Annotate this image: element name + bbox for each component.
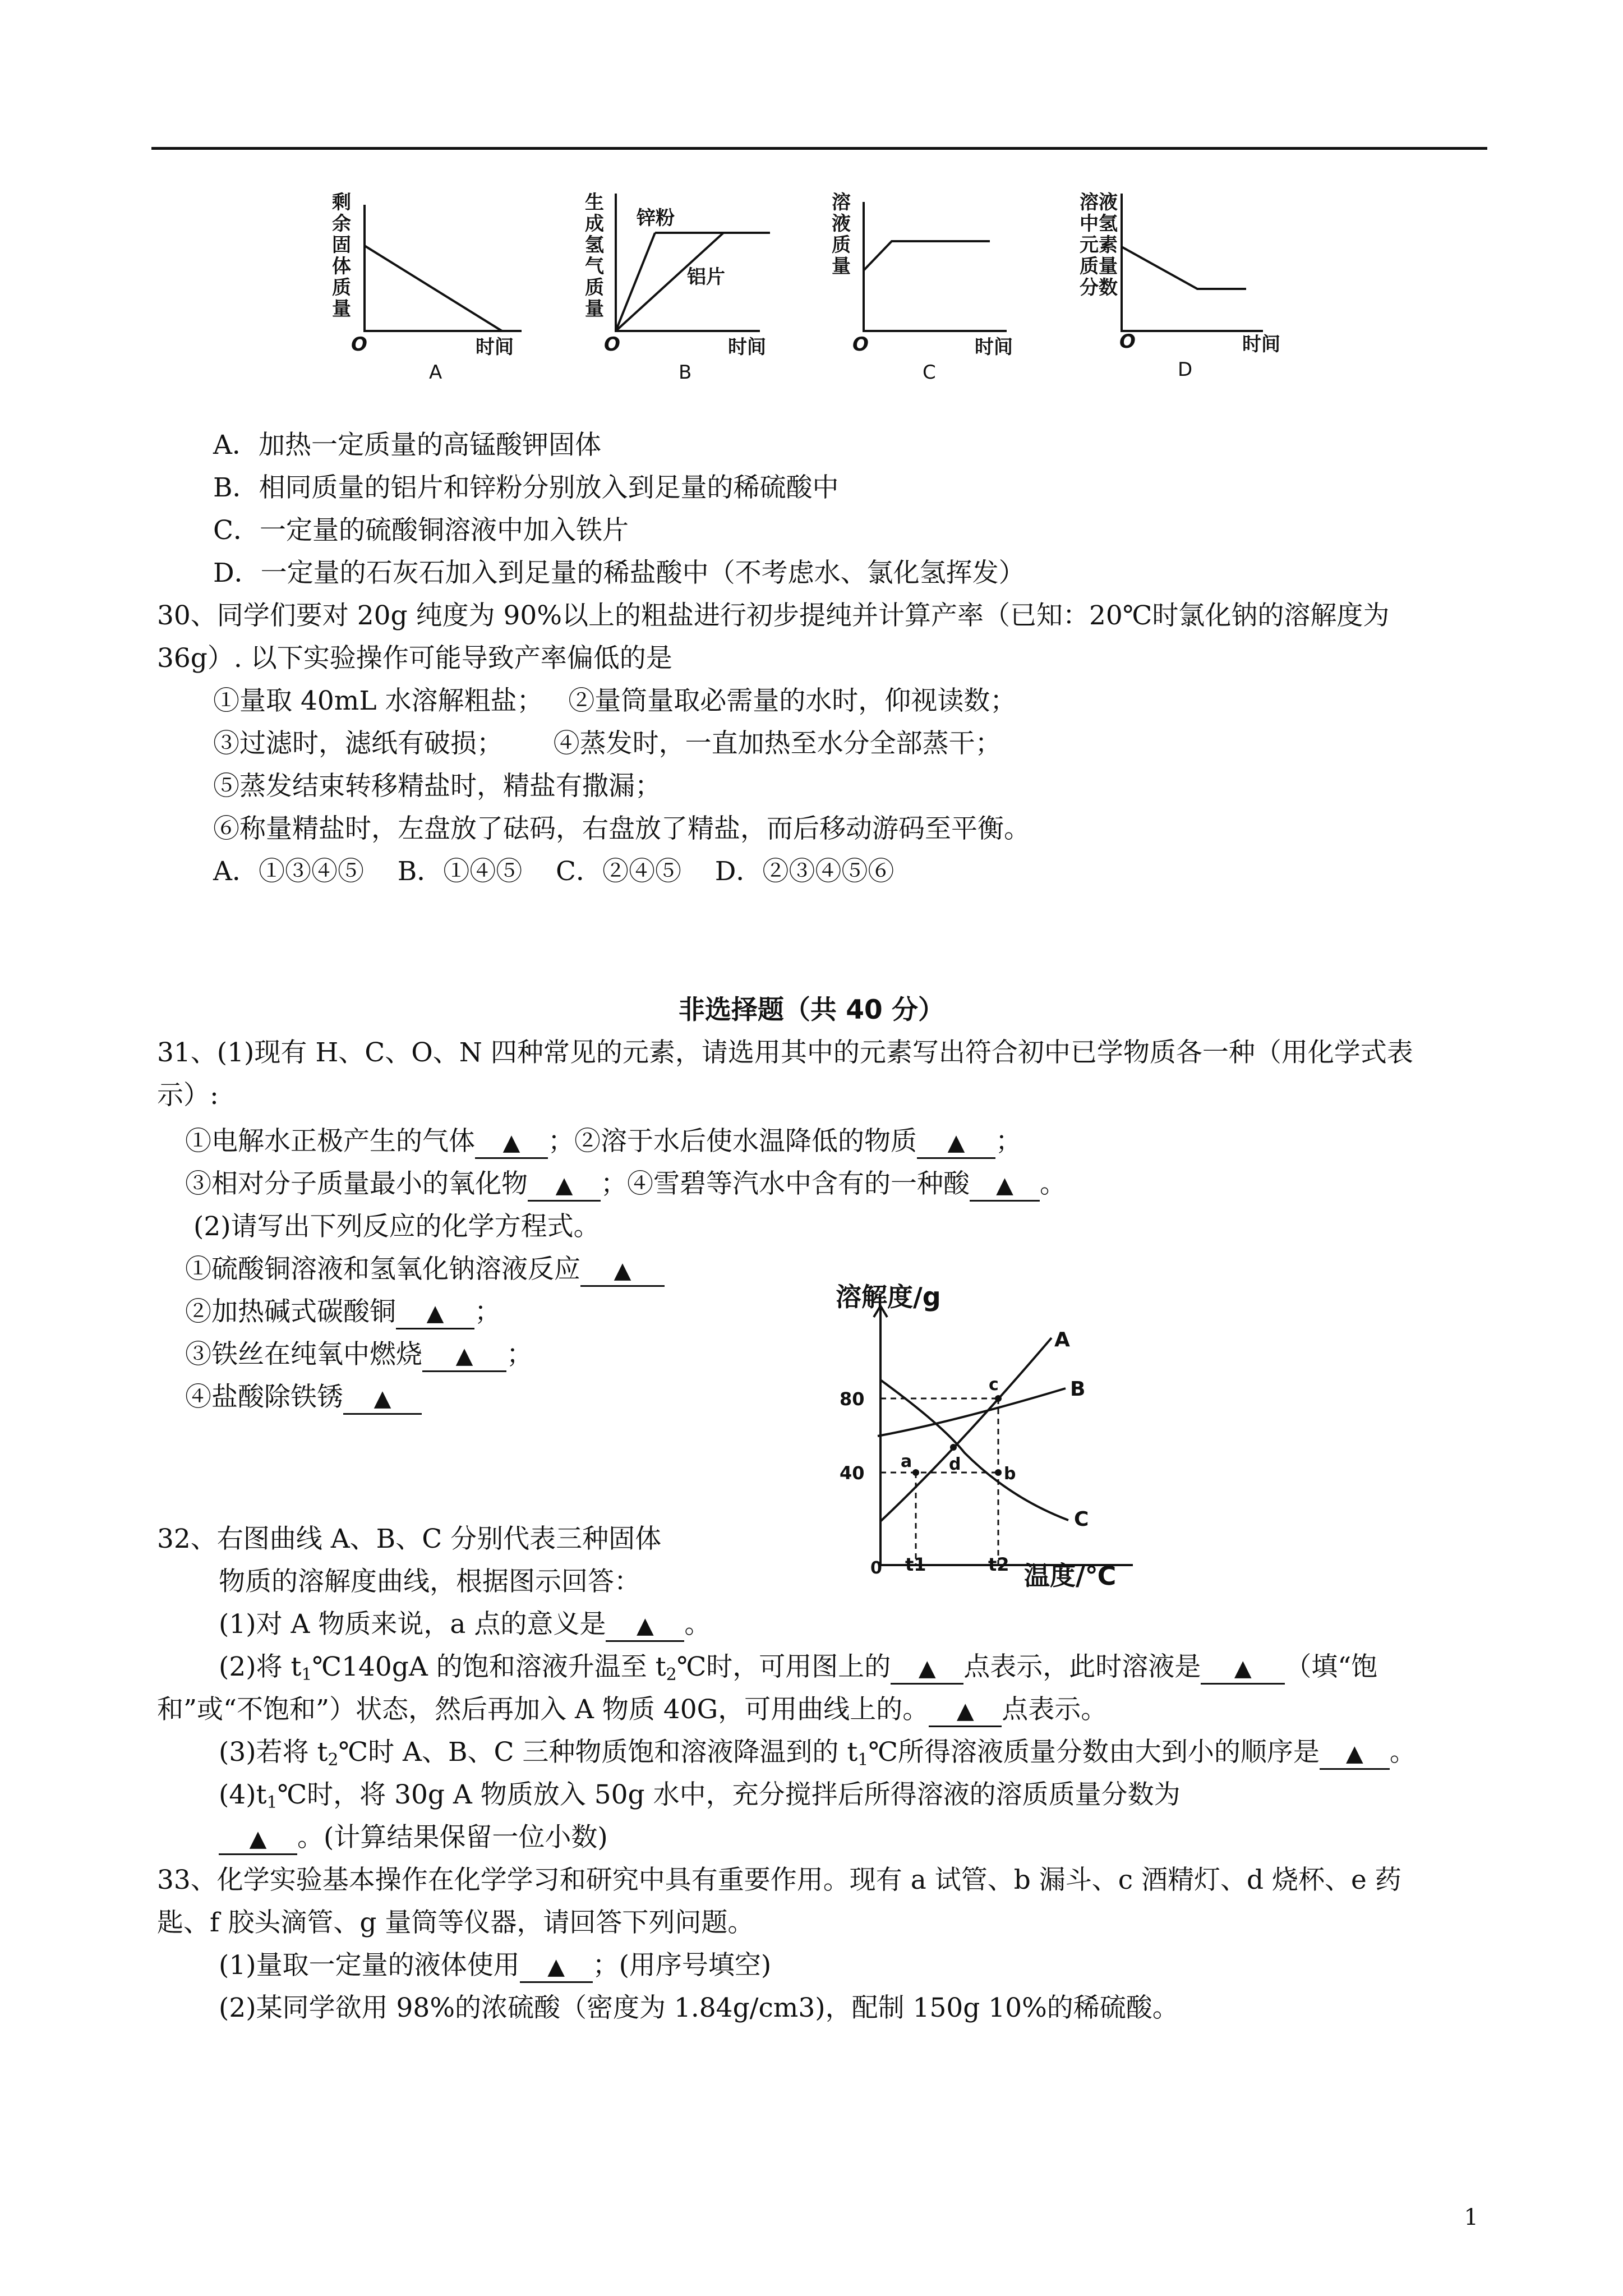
graph-a-ylabel-0: 剩 bbox=[332, 191, 351, 214]
q32-p2g: 点表示。 bbox=[1002, 1694, 1108, 1725]
graph-b-labels bbox=[585, 191, 766, 384]
q31-e1-text: ①硫酸铜溶液和氢氧化钠溶液反应 bbox=[185, 1254, 580, 1285]
sol-origin: 0 bbox=[870, 1558, 882, 1578]
graph-c-xlabel: 时间 bbox=[975, 336, 1013, 358]
q30-stem-line1: 30、同学们要对 20g 纯度为 90%以上的粗盐进行初步提纯并计算产率（已知：20℃时氯化钠的溶解度为 bbox=[157, 600, 1390, 631]
sol-curve-c bbox=[880, 1380, 1068, 1520]
q32-p2c: ℃时，可用图上的 bbox=[676, 1651, 891, 1682]
q33-part1 bbox=[219, 1949, 771, 1983]
graph-d-ylabel-3: 质量 bbox=[1080, 255, 1118, 278]
graph-d-labels bbox=[1080, 191, 1280, 381]
q29-option-c: C．一定量的硫酸铜溶液中加入铁片 bbox=[213, 515, 629, 546]
q30-choices: A．①③④⑤ B．①④⑤ C．②④⑤ D．②③④⑤⑥ bbox=[213, 856, 895, 887]
q32-blank-2-mark: ▲ bbox=[918, 1655, 936, 1681]
q30-ops-4: ⑥称量精盐时，左盘放了砝码，右盘放了精盐，而后移动游码至平衡。 bbox=[213, 813, 1030, 844]
sol-point-c bbox=[995, 1395, 1002, 1402]
graph-d-ylabel-1: 中氢 bbox=[1080, 213, 1118, 235]
q32-stem-line2: 物质的溶解度曲线，根据图示回答： bbox=[219, 1566, 640, 1597]
q31-blank-8-mark: ▲ bbox=[374, 1386, 391, 1411]
graph-b-annot-al: 铝片 bbox=[687, 266, 725, 288]
q31-line-a bbox=[185, 1125, 1022, 1159]
sol-point-b bbox=[995, 1469, 1002, 1476]
q33-p1b: ；(用序号填空) bbox=[592, 1950, 772, 1981]
q32-p2e: （填“饱 bbox=[1285, 1651, 1378, 1682]
q31-a2-text: ；②溶于水后使水温降低的物质 bbox=[548, 1126, 917, 1157]
q31-a2-end: ； bbox=[995, 1126, 1022, 1157]
sol-ylabel: 溶解度/g bbox=[836, 1282, 941, 1312]
q32-p4-sub1: 1 bbox=[266, 1793, 278, 1812]
q32-p2f: 和”或“不饱和”）状态，然后再加入 A 物质 40G，可用曲线上的。 bbox=[157, 1694, 929, 1725]
sol-xlabel: 温度/℃ bbox=[1024, 1561, 1117, 1591]
q29-option-a: A．加热一定质量的高锰酸钾固体 bbox=[213, 430, 601, 461]
graph-c-origin: O bbox=[852, 333, 869, 356]
q31-e4-text: ④盐酸除铁锈 bbox=[185, 1382, 343, 1412]
graph-c-ylabel-1: 液 bbox=[832, 213, 851, 235]
graph-a-xlabel: 时间 bbox=[476, 336, 514, 358]
q31-a4-end: 。 bbox=[1040, 1168, 1066, 1199]
q31-e2-text: ②加热碱式碳酸铜 bbox=[185, 1296, 396, 1327]
q31-blank-6-mark: ▲ bbox=[426, 1300, 444, 1326]
q32-p2d: 点表示，此时溶液是 bbox=[963, 1651, 1201, 1682]
graph-a-origin: O bbox=[351, 333, 367, 356]
q32-p3-sub1: 1 bbox=[857, 1750, 869, 1770]
sol-point-label-b: b bbox=[1004, 1464, 1016, 1484]
q29-option-b: B．相同质量的铝片和锌粉分别放入到足量的稀硫酸中 bbox=[213, 472, 839, 503]
q32-blank-6-mark: ▲ bbox=[249, 1826, 267, 1852]
graph-d-label: D bbox=[1178, 358, 1193, 381]
graph-b-xlabel: 时间 bbox=[728, 336, 766, 358]
q32-p2b: ℃140gA 的饱和溶液升温至 t bbox=[312, 1651, 666, 1682]
graph-c-curve bbox=[864, 241, 990, 270]
q33-stem-line1: 33、化学实验基本操作在化学学习和研究中具有重要作用。现有 a 试管、b 漏斗、c 酒精灯、d 烧杯、e 药 bbox=[157, 1865, 1401, 1895]
q31-blank-2[interactable] bbox=[917, 1127, 995, 1159]
q31-stem-line2: 示）: bbox=[157, 1080, 219, 1111]
graph-c-ylabel-0: 溶 bbox=[832, 191, 851, 214]
q32-blank-1[interactable] bbox=[606, 1610, 684, 1642]
sol-curve-label-a: A bbox=[1054, 1328, 1070, 1351]
q30-stem-line2: 36g）. 以下实验操作可能导致产率偏低的是 bbox=[157, 643, 672, 674]
q32-p3c: ℃所得溶液质量分数由大到小的顺序是 bbox=[868, 1737, 1320, 1768]
graph-d-origin: O bbox=[1119, 330, 1136, 353]
q31-line-b bbox=[185, 1167, 1066, 1202]
graph-d-ylabel-0: 溶液 bbox=[1080, 191, 1118, 214]
q32-p3-sub2: 2 bbox=[328, 1750, 339, 1770]
q32-p4a: (4)t bbox=[219, 1779, 267, 1810]
q30-ops-2: ③过滤时，滤纸有破损； ④蒸发时，一直加热至水分全部蒸干； bbox=[213, 728, 1002, 759]
sol-point-label-c: c bbox=[989, 1375, 999, 1395]
graph-d-axes bbox=[1122, 194, 1263, 331]
q33-blank-1-mark: ▲ bbox=[547, 1954, 565, 1980]
graph-b-label: B bbox=[679, 361, 692, 384]
graph-b-annot-zinc: 锌粉 bbox=[637, 207, 675, 229]
q32-part2-line2 bbox=[157, 1693, 1107, 1727]
q32-p3-end: 。 bbox=[1389, 1737, 1416, 1768]
q31-a1-text: ①电解水正极产生的气体 bbox=[185, 1126, 475, 1157]
sol-point-label-d: d bbox=[949, 1455, 961, 1474]
graph-c-ylabel-3: 量 bbox=[832, 255, 851, 278]
q31-blank-3[interactable] bbox=[528, 1170, 601, 1202]
q32-part4-line2 bbox=[219, 1821, 608, 1855]
graph-a-axes bbox=[365, 205, 522, 331]
page-number: 1 bbox=[1464, 2205, 1478, 2230]
header-rule bbox=[151, 147, 1487, 150]
graph-c-labels bbox=[832, 191, 1013, 384]
graph-d-ylabel-2: 元素 bbox=[1080, 234, 1118, 256]
sol-xtick-t2: t2 bbox=[988, 1554, 1009, 1575]
q31-e3-end: ； bbox=[506, 1339, 533, 1370]
graph-d-ylabel-4: 分数 bbox=[1080, 277, 1118, 299]
q32-part1 bbox=[219, 1608, 711, 1642]
q31-blank-3-mark: ▲ bbox=[555, 1172, 573, 1198]
sol-point-a bbox=[912, 1469, 919, 1476]
graph-a-ylabel-2: 固 bbox=[332, 234, 351, 256]
q33-stem-line2: 匙、f 胶头滴管、g 量筒等仪器，请回答下列问题。 bbox=[157, 1907, 754, 1938]
q32-blank-4-mark: ▲ bbox=[956, 1698, 974, 1724]
q32-blank-3-mark: ▲ bbox=[1234, 1655, 1252, 1681]
q33-part2: (2)某同学欲用 98%的浓硫酸（密度为 1.84g/cm3)，配制 150g 10%的稀硫酸。 bbox=[219, 1993, 1179, 2023]
q32-p2a: (2)将 t bbox=[219, 1651, 302, 1682]
q32-blank-5-mark: ▲ bbox=[1346, 1741, 1363, 1766]
q31-blank-5-mark: ▲ bbox=[614, 1258, 631, 1283]
q32-p2-sub1: 1 bbox=[301, 1665, 312, 1685]
graph-a-ylabel-3: 体 bbox=[332, 255, 351, 278]
q31-e3-text: ③铁丝在纯氧中燃烧 bbox=[185, 1339, 422, 1370]
q31-blank-2-mark: ▲ bbox=[947, 1130, 965, 1156]
graph-a-ylabel-1: 余 bbox=[332, 213, 351, 235]
graph-a-ylabel-5: 量 bbox=[332, 298, 351, 320]
graph-b-origin: O bbox=[604, 333, 620, 356]
graph-a-label: A bbox=[429, 361, 442, 384]
graph-d-curve bbox=[1122, 247, 1246, 289]
q31-blank-4[interactable] bbox=[970, 1170, 1040, 1202]
graphs-row bbox=[0, 168, 1623, 404]
q33-p1a: (1)量取一定量的液体使用 bbox=[219, 1950, 520, 1981]
q32-p1-end: 。 bbox=[684, 1609, 711, 1640]
q30-ops-3: ⑤蒸发结束转移精盐时，精盐有撒漏； bbox=[213, 771, 661, 802]
sol-ytick-80: 80 bbox=[840, 1388, 865, 1410]
graph-b-curve-zinc bbox=[616, 233, 655, 331]
q32-p4b: ℃时，将 30g A 物质放入 50g 水中，充分搅拌后所得溶液的溶质质量分数为 bbox=[277, 1779, 1181, 1810]
q31-e2-end: ； bbox=[474, 1296, 501, 1327]
q32-part3 bbox=[219, 1736, 1416, 1777]
q31-blank-1[interactable] bbox=[475, 1127, 548, 1159]
q32-p3a: (3)若将 t bbox=[219, 1737, 328, 1768]
q31-blank-4-mark: ▲ bbox=[996, 1172, 1013, 1198]
q32-stem-line1: 32、右图曲线 A、B、C 分别代表三种固体 bbox=[157, 1524, 662, 1554]
graph-a-curve bbox=[365, 246, 502, 331]
sol-curve-label-b: B bbox=[1070, 1378, 1086, 1401]
q32-blank-1-mark: ▲ bbox=[636, 1613, 654, 1639]
q32-blank-2[interactable] bbox=[891, 1653, 963, 1685]
q32-blank-5[interactable] bbox=[1320, 1738, 1390, 1770]
q32-p2-sub2: 2 bbox=[666, 1665, 677, 1685]
q32-blank-6[interactable] bbox=[219, 1823, 297, 1855]
graph-c-label: C bbox=[923, 361, 936, 384]
q32-p3b: ℃时 A、B、C 三种物质饱和溶液降温到的 t bbox=[338, 1737, 858, 1768]
graph-b-ylabel-4: 质 bbox=[585, 277, 604, 299]
graph-b-ylabel-2: 氢 bbox=[585, 234, 604, 256]
q31-a4-text: ；④雪碧等汽水中含有的一种酸 bbox=[601, 1168, 970, 1199]
q31-blank-7-mark: ▲ bbox=[455, 1343, 473, 1369]
q32-blank-3[interactable] bbox=[1201, 1653, 1285, 1685]
sol-curve-label-c: C bbox=[1074, 1508, 1089, 1531]
q31-stem-line1: 31、(1)现有 H、C、O、N 四种常见的元素，请选用其中的元素写出符合初中已学物质各一种（用化学式表 bbox=[157, 1037, 1413, 1068]
graph-c-ylabel-2: 质 bbox=[832, 234, 851, 256]
sol-ytick-40: 40 bbox=[840, 1462, 865, 1484]
graph-c-axes bbox=[864, 202, 1007, 331]
q32-blank-4[interactable] bbox=[929, 1695, 1002, 1727]
sol-point-label-a: a bbox=[901, 1452, 912, 1471]
graph-d-xlabel: 时间 bbox=[1242, 333, 1280, 356]
sol-xtick-t1: t1 bbox=[905, 1554, 926, 1575]
graph-b-ylabel-0: 生 bbox=[585, 191, 604, 214]
graph-a-ylabel-4: 质 bbox=[332, 277, 351, 299]
q32-part2-line1 bbox=[219, 1650, 1377, 1692]
sol-point-d bbox=[950, 1444, 957, 1451]
q33-blank-1[interactable] bbox=[520, 1951, 593, 1983]
q30-ops-1: ①量取 40mL 水溶解粗盐； ②量筒量取必需量的水时，仰视读数； bbox=[213, 685, 1017, 716]
graph-b-ylabel-1: 成 bbox=[585, 213, 604, 235]
q32-p4c: 。(计算结果保留一位小数) bbox=[297, 1822, 608, 1853]
q32-p1-text: (1)对 A 物质来说，a 点的意义是 bbox=[219, 1609, 606, 1640]
graph-b-ylabel-5: 量 bbox=[585, 298, 604, 320]
q31-blank-1-mark: ▲ bbox=[502, 1130, 520, 1156]
section-title: 非选择题（共 40 分） bbox=[678, 995, 945, 1025]
graph-a-labels bbox=[332, 191, 514, 384]
q31-part2: (2)请写出下列反应的化学方程式。 bbox=[193, 1211, 600, 1242]
q32-part4-line1 bbox=[219, 1778, 1181, 1820]
q31-a3-text: ③相对分子质量最小的氧化物 bbox=[185, 1168, 528, 1199]
graph-b-ylabel-3: 气 bbox=[585, 255, 604, 278]
q29-option-d: D．一定量的石灰石加入到足量的稀盐酸中（不考虑水、氯化氢挥发） bbox=[213, 558, 1025, 588]
